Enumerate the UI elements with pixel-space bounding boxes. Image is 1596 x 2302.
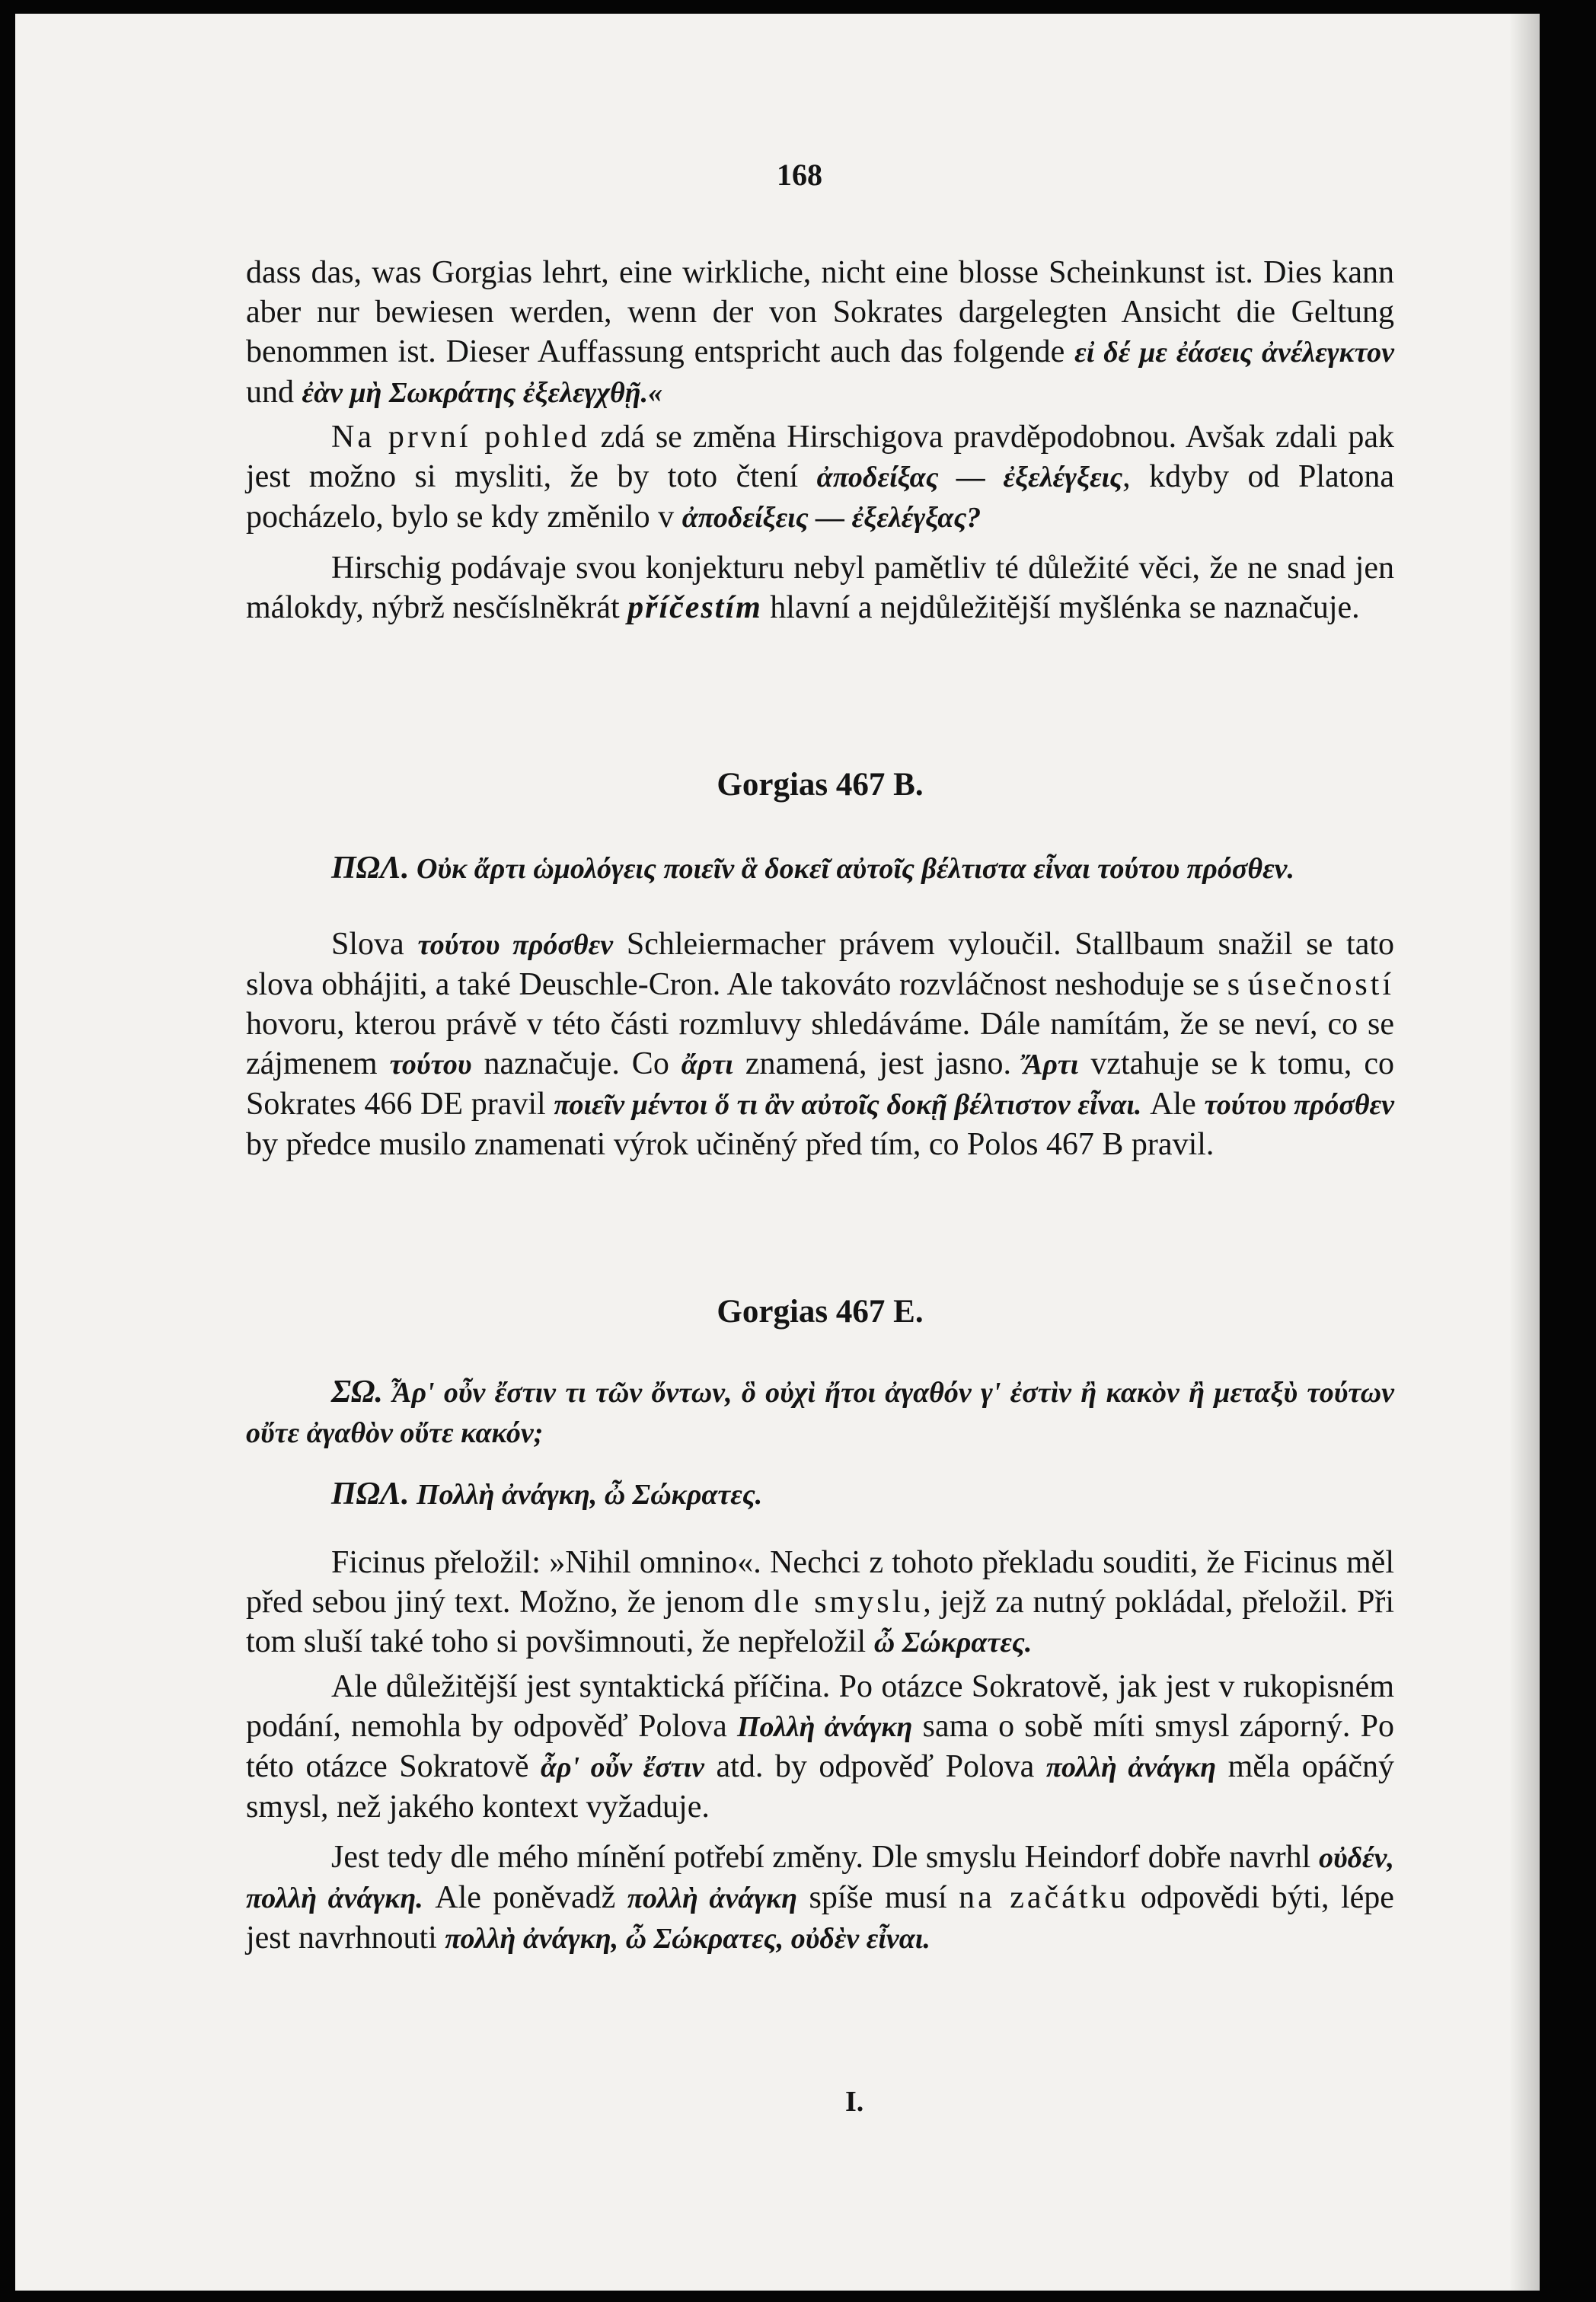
- text-block-2: [246, 924, 1394, 1164]
- paragraph-syntax: Ale důležitější jest syntaktická příčina. Po otázce Sokratově, jak jest v rukopisném podání, nemohla by odpověď Polova Πολλὴ ἀνάγκη sama o sobě míti smysl záporný. Po této otázce Sokratově ἆρ' οὖν ἔστιν atd. by odpověď Polova πολλὴ ἀνάγκη měla opáčný smysl, než jakého kontext vyžaduje.: [246, 1669, 1394, 1825]
- text-block-3: [246, 1543, 1394, 1959]
- paragraph-hirschig: Hirschig podávaje svou konjekturu nebyl pamětliv té důležité věci, že ne snad jen málokdy, nýbrž nesčíslněkrát příčestím hlavní a nejdůležitější myšlénka se naznačuje.: [246, 551, 1394, 625]
- page-number: 168: [777, 158, 822, 192]
- greek-quote-polos: ΠΩΛ. Πολλὴ ἀνάγκη, ὦ Σώκρατες.: [331, 1477, 763, 1512]
- greek-quote-socrates: ΣΩ. Ἆρ' οὖν ἔστιν τι τῶν ὄντων, ὃ οὐχὶ ἤτοι ἀγαθόν γ' ἐστὶν ἢ κακὸν ἢ μεταξὺ τούτων οὔτε ἀγαθὸν οὔτε κακόν;: [246, 1374, 1394, 1449]
- paragraph-german-quote: dass das, was Gorgias lehrt, eine wirkliche, nicht eine blosse Scheinkunst ist. Dies kann aber nur bewiesen werden, wenn der von Sokrates dargelegten Ansicht die Geltung benommen ist. Dieser Auffassung entspricht auch das folgende εἰ δέ με ἐάσεις ἀνέλεγκτον und ἐὰν μὴ Σωκράτης ἐξελεγχθῇ.«: [246, 255, 1395, 410]
- text-block-1: [246, 253, 1394, 627]
- page-edge-shadow: [1509, 14, 1540, 2291]
- quote-467b: [246, 848, 1394, 889]
- signature-mark: I.: [845, 2086, 864, 2118]
- book-page: [15, 14, 1540, 2291]
- greek-quote-pol: ΠΩΛ. Οὐκ ἄρτι ὡμολόγεις ποιεῖν ἃ δοκεῖ αὐτοῖς βέλτιστα εἶναι τούτου πρόσθεν.: [331, 851, 1295, 886]
- paragraph-ficinus: Ficinus přeložil: »Nihil omnino«. Nechci z tohoto překladu souditi, že Ficinus měl před sebou jiný text. Možno, že jenom dle smyslu, jejž za nutný pokládal, přeložil. Při tom sluší také toho si povšimnouti, že nepřeložil ὦ Σώκρατες.: [246, 1545, 1395, 1659]
- quotes-467e: [246, 1372, 1394, 1515]
- paragraph-first-view: Na první pohled zdá se změna Hirschigova pravděpodobnou. Avšak zdali pak jest možno si mysliti, že by toto čtení ἀποδείξας — ἐξελέγξεις, kdyby od Platona pocházelo, bylo se kdy změnilo v ἀποδείξεις — ἐξελέγξας?: [246, 420, 1394, 535]
- section-heading-467b: Gorgias 467 B.: [717, 767, 924, 803]
- paragraph-slova: Slova τούτου πρόσθεν Schleiermacher právem vyloučil. Stallbaum snažil se tato slova obhájiti, a také Deuschle-Cron. Ale takováto rozvláčnost neshoduje se s úsečností hovoru, kterou právě v této části rozmluvy shledáváme. Dále namítám, že se neví, co se zájmenem τούτου naznačuje. Co ἄρτι znamená, jest jasno. Ἄρτι vztahuje se k tomu, co Sokrates 466 DE pravil ποιεῖν μέντοι ὅ τι ἂν αὐτοῖς δοκῇ βέλτιστον εἶναι. Ale τούτου πρόσθεν by předce musilo znamenati výrok učiněný před tím, co Polos 467 B pravil.: [246, 927, 1395, 1162]
- section-heading-467e: Gorgias 467 E.: [717, 1294, 924, 1330]
- paragraph-conclusion: Jest tedy dle mého mínění potřebí změny. Dle smyslu Heindorf dobře navrhl οὐδέν, πολλὴ ἀνάγκη. Ale poněvadž πολλὴ ἀνάγκη spíše musí na začátku odpovědi býti, lépe jest navrhnouti πολλὴ ἀνάγκη, ὦ Σώκρατες, οὐδὲν εἶναι.: [246, 1840, 1394, 1956]
